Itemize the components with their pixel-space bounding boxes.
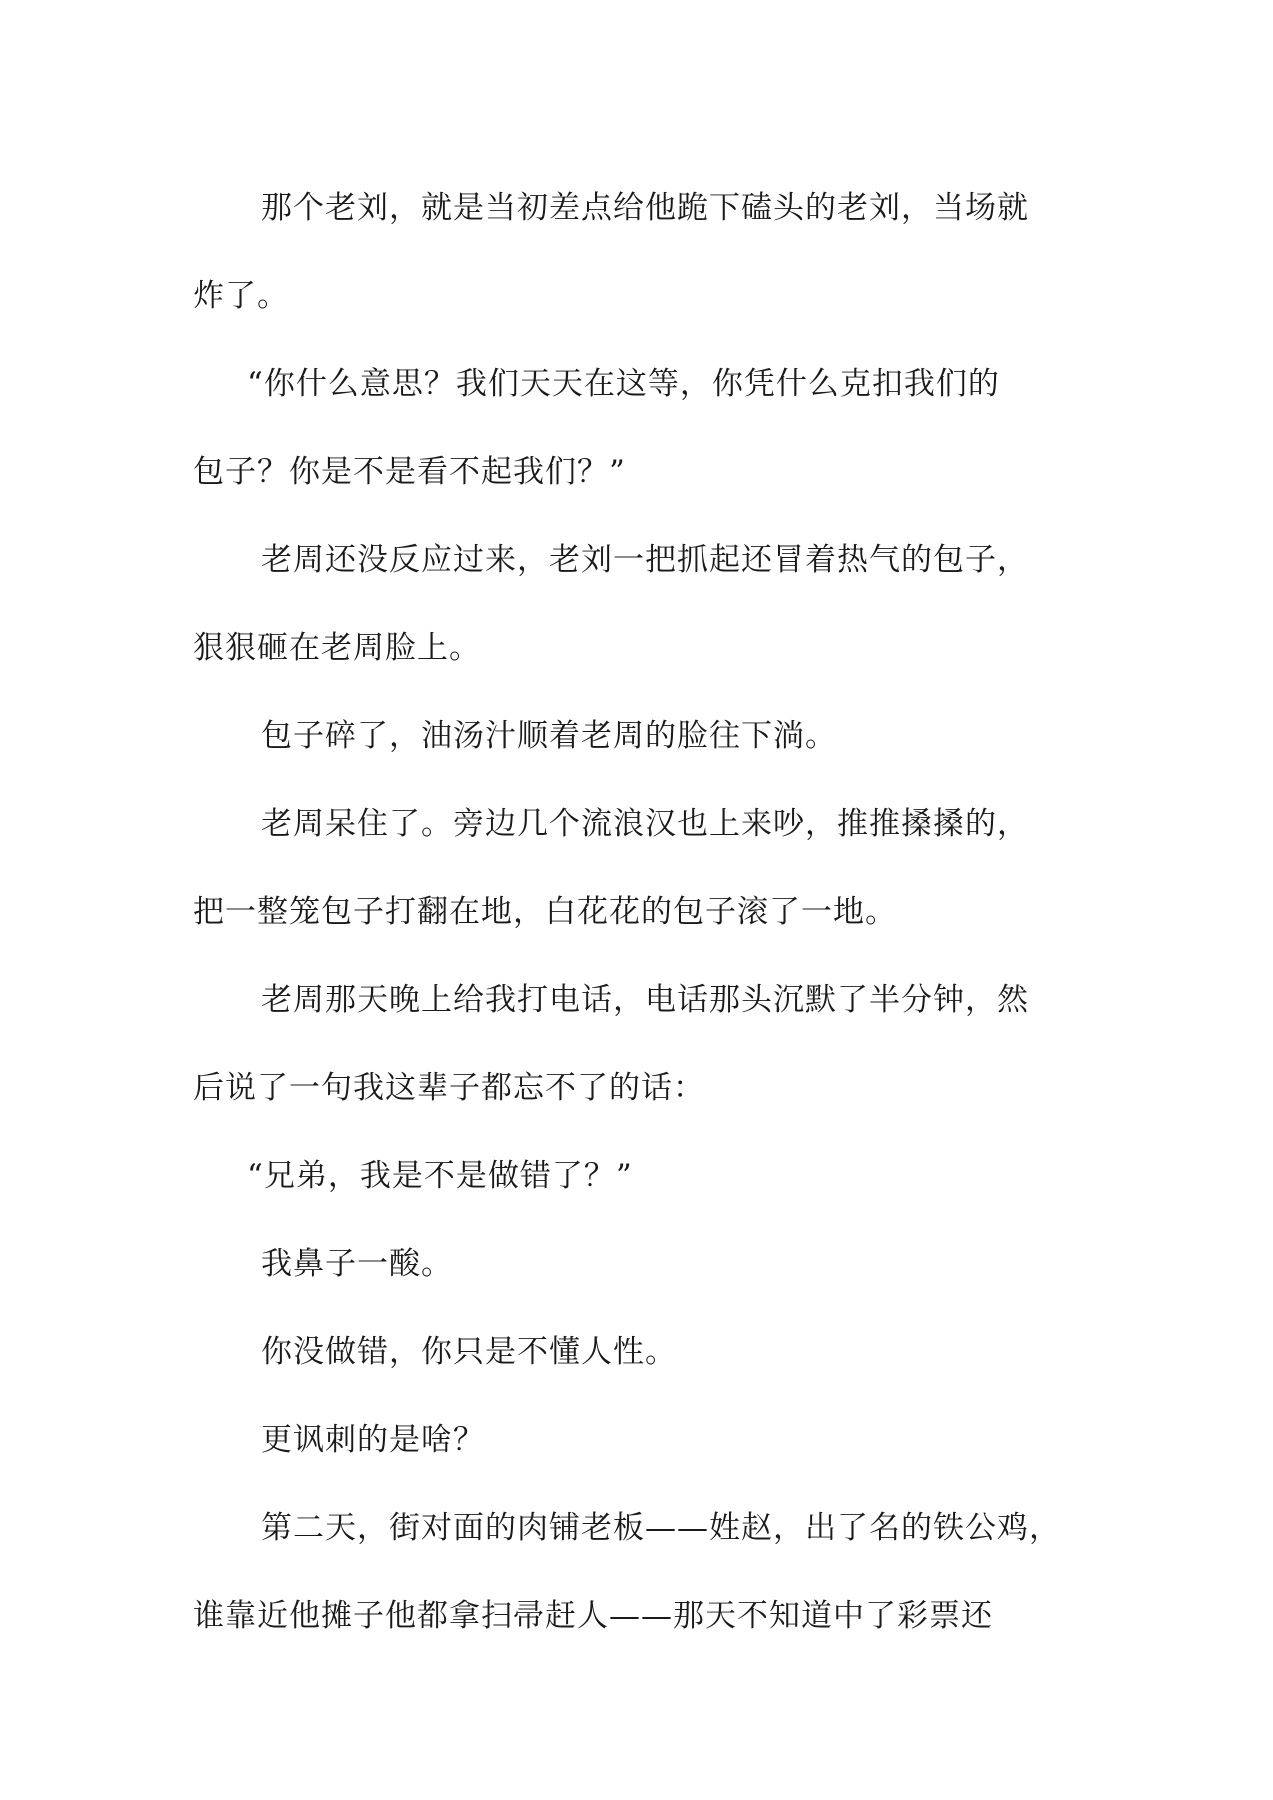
paragraph	[193, 340, 1083, 516]
paragraph	[193, 692, 1083, 780]
paragraph	[193, 1308, 1083, 1396]
paragraph	[193, 1220, 1083, 1308]
document-body	[193, 164, 1083, 1660]
paragraph	[193, 1396, 1083, 1484]
paragraph	[193, 956, 1083, 1132]
text-line: 把一整笼包子打翻在地，白花花的包子滚了一地。	[193, 894, 897, 930]
text-line: 老周还没反应过来，老刘一把抓起还冒着热气的包子，	[261, 542, 1029, 578]
text-line: 老周那天晚上给我打电话，电话那头沉默了半分钟，然	[261, 982, 1029, 1018]
text-line: 我鼻子一酸。	[261, 1246, 453, 1282]
text-line: 包子？你是不是看不起我们？”	[193, 454, 626, 490]
paragraph	[193, 1132, 1083, 1220]
text-line: “你什么意思？我们天天在这等，你凭什么克扣我们的	[247, 366, 1000, 402]
text-line: 谁靠近他摊子他都拿扫帚赶人——那天不知道中了彩票还	[193, 1598, 993, 1634]
text-line: 更讽刺的是啥？	[261, 1422, 485, 1458]
text-line: “兄弟，我是不是做错了？”	[247, 1158, 633, 1194]
text-line: 第二天，街对面的肉铺老板——姓赵，出了名的铁公鸡，	[261, 1510, 1061, 1546]
paragraph	[193, 516, 1083, 692]
text-line: 那个老刘，就是当初差点给他跪下磕头的老刘，当场就	[261, 190, 1029, 226]
text-line: 老周呆住了。旁边几个流浪汉也上来吵，推推搡搡的，	[261, 806, 1029, 842]
text-line: 你没做错，你只是不懂人性。	[261, 1334, 677, 1370]
paragraph	[193, 1484, 1083, 1660]
text-line: 包子碎了，油汤汁顺着老周的脸往下淌。	[261, 718, 837, 754]
paragraph	[193, 164, 1083, 340]
paragraph	[193, 780, 1083, 956]
text-line: 狠狠砸在老周脸上。	[193, 630, 481, 666]
text-line: 后说了一句我这辈子都忘不了的话：	[193, 1070, 705, 1106]
text-line: 炸了。	[193, 278, 289, 314]
